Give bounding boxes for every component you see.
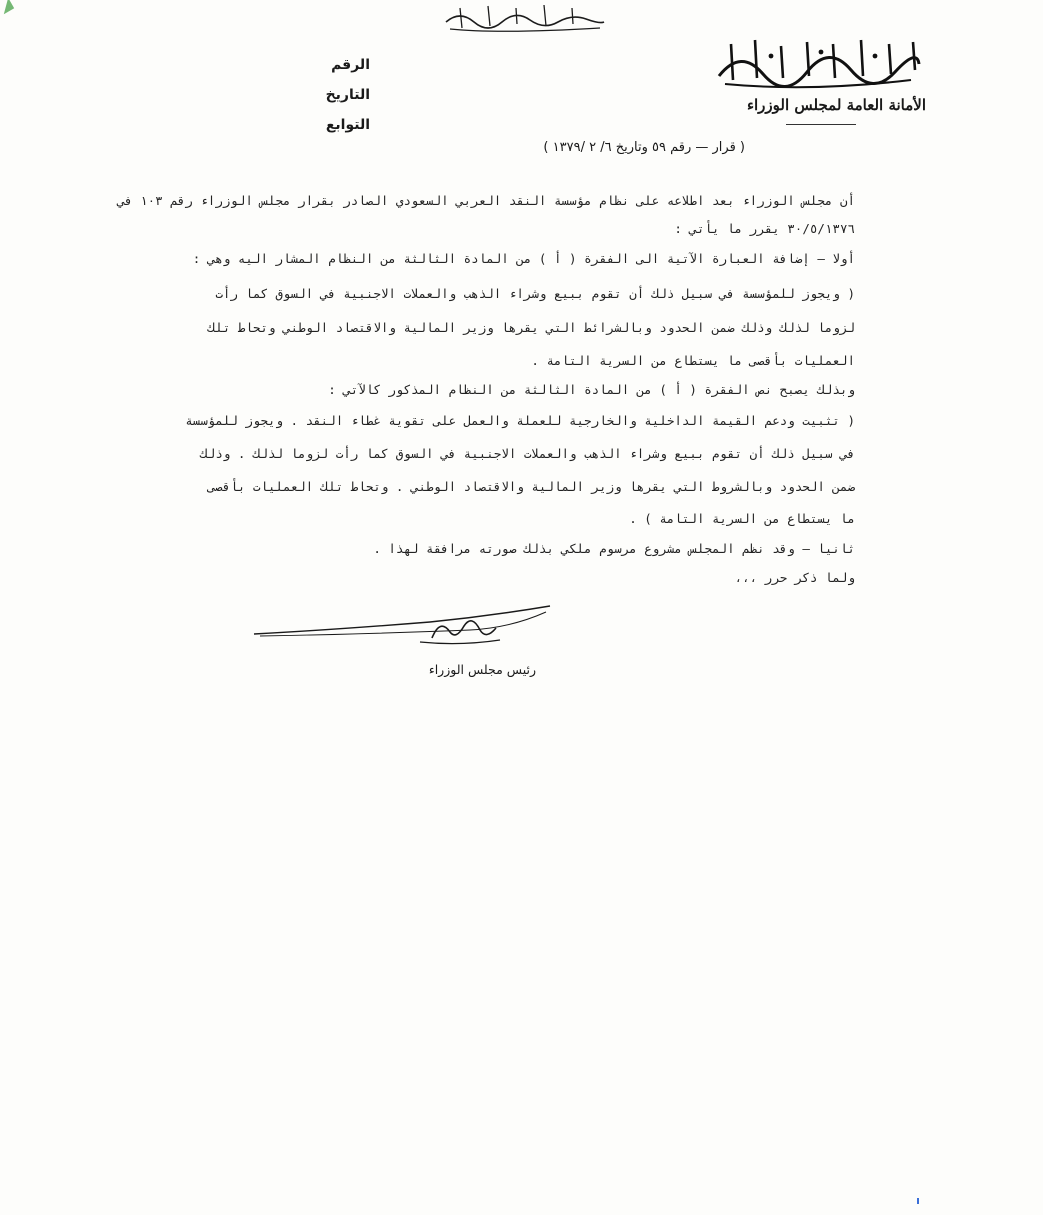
body-line: ٣٠/٥/١٣٧٦ يقرر ما يأتي :: [674, 221, 855, 236]
body-line: لزوما لذلك وذلك ضمن الحدود وبالشرائط التي يقرها وزير المالية والاقتصاد الوطني وتحاط تلك: [207, 320, 855, 335]
body-line: ما يستطاع من السرية التامة ) .: [629, 511, 855, 526]
reference-block: [300, 50, 370, 140]
body-line: أن مجلس الوزراء بعد اطلاعه على نظام مؤسسة النقد العربي السعودي الصادر بقرار مجلس الوزراء رقم ١٠٣ في: [117, 193, 855, 208]
body-line: ثانيا — وقد نظم المجلس مشروع مرسوم ملكي بذلك صورته مرافقة لهذا .: [373, 541, 855, 556]
body-line: ( ويجوز للمؤسسة في سبيل ذلك أن تقوم ببيع وشراء الذهب والعملات الاجنبية في السوق كما رأت: [215, 286, 855, 301]
basmala-calligraphy: [440, 2, 610, 36]
scan-corner-mark: [0, 0, 14, 14]
decision-reference-line: ( قرار — رقم ٥٩ وتاريخ ٦/ ٢ /١٣٧٩ ): [543, 140, 745, 155]
body-line: العمليات بأقصى ما يستطاع من السرية التامة .: [531, 353, 855, 368]
secretariat-underline: [786, 124, 856, 125]
body-line: في سبيل ذلك أن تقوم ببيع وشراء الذهب والعملات الاجنبية في السوق كما رأت لزوما لذلك . وذلك: [200, 446, 855, 461]
body-line: ( تثبيت ودعم القيمة الداخلية والخارجية للعملة والعمل على تقوية غطاء النقد . ويجوز للمؤسسة: [185, 413, 855, 428]
body-line: وبذلك يصبح نص الفقرة ( أ ) من المادة الثالثة من النظام المذكور كالآتي :: [328, 382, 855, 397]
kingdom-logo: [711, 34, 926, 94]
scan-artifact-mark: [917, 1198, 919, 1204]
body-line: ولما ذكر حرر ،،،: [734, 570, 855, 585]
secretariat-title: الأمانة العامة لمجلس الوزراء: [746, 96, 926, 114]
letterhead: [706, 26, 926, 146]
body-line: ضمن الحدود وبالشروط التي يقرها وزير المالية والاقتصاد الوطني . وتحاط تلك العمليات بأقصى: [207, 479, 855, 494]
number-label: الرقم: [331, 57, 370, 73]
handwritten-signature: [250, 600, 560, 660]
body-line: أولا — إضافة العبارة الآتية الى الفقرة ( أ ) من المادة الثالثة من النظام المشار اليه وهي :: [192, 251, 855, 266]
signer-title: رئيس مجلس الوزراء: [428, 662, 536, 677]
date-label: التاريخ: [325, 87, 370, 103]
attachments-label: التوابع: [325, 117, 370, 133]
